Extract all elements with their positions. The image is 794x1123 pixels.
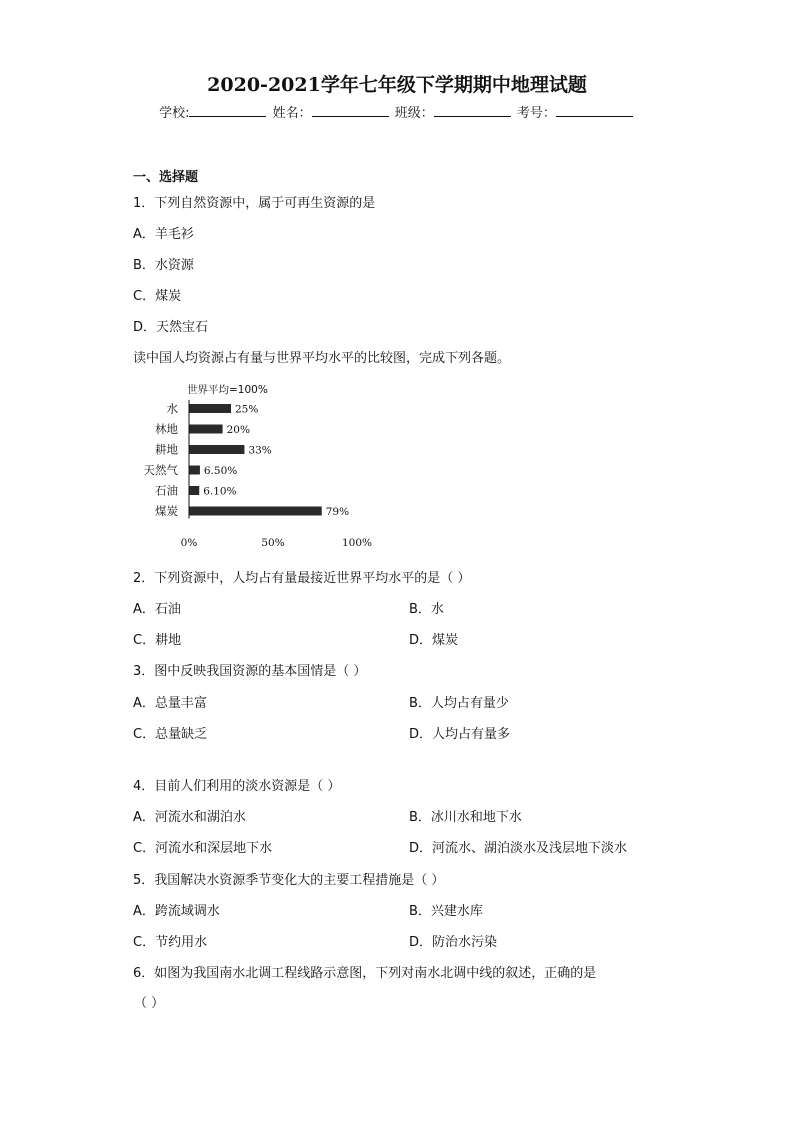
class-blank xyxy=(434,104,511,117)
question-3-stem: 3．图中反映我国资源的基本国情是（ ） xyxy=(133,664,367,679)
question-6-answer-blank: （ ） xyxy=(134,996,165,1011)
question-5-option-b: B．兴建水库 xyxy=(409,904,483,919)
question-1-option-d: D．天然宝石 xyxy=(133,320,209,335)
question-3-option-b: B．人均占有量少 xyxy=(409,696,509,711)
question-3-option-d: D．人均占有量多 xyxy=(409,727,511,742)
question-1-option-c: C．煤炭 xyxy=(133,289,182,304)
x-tick-label: 50% xyxy=(261,537,285,549)
value-label: 33% xyxy=(248,444,272,457)
resource-comparison-chart xyxy=(130,378,390,550)
student-info-row xyxy=(0,102,794,121)
x-tick-label: 0% xyxy=(180,537,198,549)
bar xyxy=(189,425,223,434)
bar-chart-svg xyxy=(130,378,390,550)
question-4-stem: 4．目前人们利用的淡水资源是（ ） xyxy=(133,779,341,794)
bar xyxy=(189,486,199,495)
category-label: 天然气 xyxy=(143,463,178,477)
question-2-option-b: B．水 xyxy=(409,602,444,617)
page-title: 2020-2021学年七年级下学期期中地理试题 xyxy=(207,74,587,96)
school-label: 学校: xyxy=(159,106,190,121)
question-4-option-a: A．河流水和湖泊水 xyxy=(133,810,246,825)
class-label: 班级： xyxy=(394,106,434,121)
question-3-option-a: A．总量丰富 xyxy=(133,696,207,711)
question-2-option-d: D．煤炭 xyxy=(409,633,459,648)
name-label: 姓名： xyxy=(272,106,312,121)
question-4-option-c: C．河流水和深层地下水 xyxy=(133,841,273,856)
category-label: 石油 xyxy=(155,483,178,498)
x-tick-label: 100% xyxy=(341,537,373,549)
question-4-option-b: B．冰川水和地下水 xyxy=(409,810,522,825)
question-1-option-b: B．水资源 xyxy=(133,258,194,273)
value-label: 79% xyxy=(325,506,350,518)
chart-title: 世界平均=100% xyxy=(187,384,268,396)
category-label: 耕地 xyxy=(155,442,178,457)
question-5-option-a: A．跨流域调水 xyxy=(133,904,220,919)
question-5-option-c: C．节约用水 xyxy=(133,935,208,950)
bar xyxy=(189,507,322,516)
section-heading: 一、选择题 xyxy=(133,170,199,185)
question-4-option-d: D．河流水、湖泊淡水及浅层地下淡水 xyxy=(409,841,628,856)
value-label: 6.50% xyxy=(203,465,238,477)
question-2-option-a: A．石油 xyxy=(133,602,181,617)
value-label: 25% xyxy=(235,403,259,416)
question-2-stem: 2．下列资源中，人均占有量最接近世界平均水平的是（ ） xyxy=(133,571,471,586)
name-blank xyxy=(312,104,389,117)
category-label: 水 xyxy=(166,401,178,416)
chart-intro: 读中国人均资源占有量与世界平均水平的比较图，完成下列各题。 xyxy=(133,351,511,366)
exam-no-label: 考号： xyxy=(516,106,556,121)
exam-no-blank xyxy=(556,104,633,117)
bar xyxy=(189,445,244,454)
question-5-stem: 5．我国解决水资源季节变化大的主要工程措施是（ ） xyxy=(133,873,445,888)
category-label: 煤炭 xyxy=(155,504,178,518)
question-2-option-c: C．耕地 xyxy=(133,633,182,648)
question-1-option-a: A．羊毛衫 xyxy=(133,227,194,242)
question-5-option-d: D．防治水污染 xyxy=(409,935,498,950)
value-label: 6.10% xyxy=(203,485,237,498)
bar xyxy=(189,404,231,413)
bar xyxy=(189,466,200,475)
question-1-stem: 1．下列自然资源中，属于可再生资源的是 xyxy=(133,196,376,211)
question-6-stem: 6．如图为我国南水北调工程线路示意图，下列对南水北调中线的叙述，正确的是 xyxy=(133,966,597,981)
category-label: 林地 xyxy=(155,422,178,436)
question-3-option-c: C．总量缺乏 xyxy=(133,727,208,742)
value-label: 20% xyxy=(226,424,250,436)
school-blank xyxy=(189,104,266,117)
